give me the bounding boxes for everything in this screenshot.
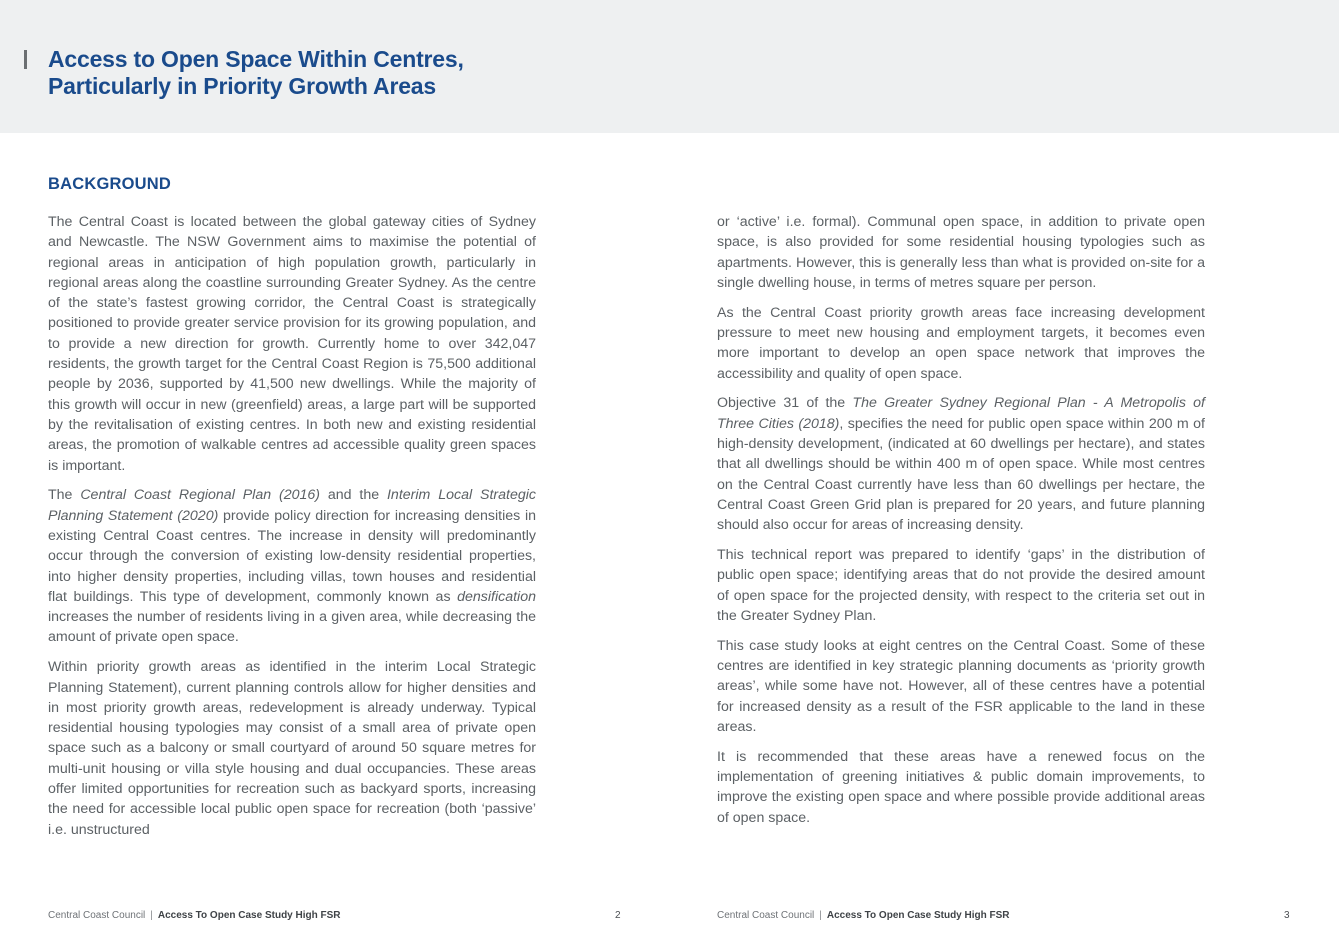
left-paragraph-1: The Central Coast is located between the global gateway cities of Sydney and Newcastle. The NSW Government aims to maximise the potential of regional areas in anticipation of high population growth, particularly in regional areas along the coastline surrounding Greater Sydney. As the centre of the state’s fastest growing corridor, the Central Coast is strategically positioned to provide greater service provision for its growing population, and to provide a new direction for growth. Currently home to over 342,047 residents, the growth target for the Central Coast Region is 75,500 additional people by 2036, supported by 41,500 new dwellings. While the majority of this growth will occur in new (greenfield) areas, a large part will be supported by the revitalisation of existing centres. In both new and existing residential areas, the promotion of walkable centres ad accessible quality green spaces is important.	[48, 214, 536, 474]
left-paragraph-3: Within priority growth areas as identified in the interim Local Strategic Planning Statement), current planning controls allow for higher densities and in most priority growth areas, redevelopment is already underway. Typical residential housing typologies may consist of a small area of private open space such as a balcony or small courtyard of around 50 square metres for multi-unit housing or villa style housing and dual occupancies. These areas offer limited opportunities for recreation such as backyard sports, increasing the need for accessible local public open space for recreation (both ‘passive’ i.e. unstructured	[48, 659, 536, 838]
right-paragraph-5: This case study looks at eight centres on the Central Coast. Some of these centres are identified in key strategic planning documents as ‘priority growth areas’, while some have not. However, all of these centres have a potential for increased density as a result of the FSR applicable to the land in these areas.	[717, 637, 1205, 735]
right-paragraph-3	[717, 393, 1205, 535]
page-title-line-1: Access to Open Space Within Centres,	[48, 46, 464, 72]
right-paragraph-1: or ‘active’ i.e. formal). Communal open space, in addition to private open space, is also provided for some residential housing typologies such as apartments. However, this is generally less than what is provided on-site for a single dwelling house, in terms of metres square per person.	[717, 214, 1205, 291]
right-paragraph-4: This technical report was prepared to identify ‘gaps’ in the distribution of public open space; identifying areas that do not provide the desired amount of open space for the projected density, with respect to the criteria set out in the Greater Sydney Plan.	[717, 546, 1205, 624]
title-accent-bar	[24, 50, 27, 69]
text-run: and the	[319, 487, 387, 504]
page-number-right: 3	[1284, 910, 1290, 921]
footer-separator: |	[819, 910, 822, 921]
italic-term: densification	[457, 588, 536, 605]
right-paragraph-6: It is recommended that these areas have a renewed focus on the implementation of greening initiatives & public domain improvements, to improve the existing open space and where possible provide additional areas of open space.	[717, 748, 1205, 826]
footer-org: Central Coast Council	[717, 910, 815, 921]
page-title-line-2: Particularly in Priority Growth Areas	[48, 73, 436, 99]
text-run: increases the number of residents living in a given area, while decreasing the amount of private open space.	[48, 609, 536, 646]
text-run: , specifies the need for public open space within 200 m of high-density development, (indicated at 60 dwellings per hectare), and states that all dwellings should be within 400 m of open space. While most centres on the Central Coast currently have less than 60 dwellings per hectare, the Central Coast Green Grid plan is prepared for 20 years, and future planning should also occur for areas of increasing density.	[717, 415, 1205, 534]
text-run: Objective 31 of the	[717, 395, 853, 412]
footer-right	[717, 909, 1010, 923]
footer-org: Central Coast Council	[48, 910, 146, 921]
footer-separator: |	[150, 910, 153, 921]
text-run: provide policy direction for increasing densities in existing Central Coast centres. The increase in density will predominantly occur through the conversion of existing low-density residential properties, into higher density properties, including villas, town houses and residential flat buildings. This type of development, commonly known as	[48, 507, 536, 605]
section-heading: BACKGROUND	[48, 175, 171, 193]
italic-title: Interim Local Strategic Planning Statement (2020)	[48, 487, 536, 524]
right-paragraph-2: As the Central Coast priority growth areas face increasing development pressure to meet new housing and employment targets, it becomes even more important to develop an open space network that improves the accessibility and quality of open space.	[717, 304, 1205, 382]
italic-title: The Greater Sydney Regional Plan - A Metropolis of Three Cities (2018)	[717, 395, 1205, 432]
footer-left	[48, 909, 341, 923]
footer-report-title: Access To Open Case Study High FSR	[157, 910, 341, 921]
left-paragraph-2	[48, 485, 536, 647]
italic-title: Central Coast Regional Plan (2016)	[80, 487, 320, 504]
text-run: The	[48, 487, 81, 504]
left-column	[48, 212, 536, 840]
page-number-left: 2	[615, 910, 621, 921]
page-title	[48, 46, 608, 100]
footer-report-title: Access To Open Case Study High FSR	[826, 910, 1010, 921]
right-column	[717, 212, 1205, 828]
